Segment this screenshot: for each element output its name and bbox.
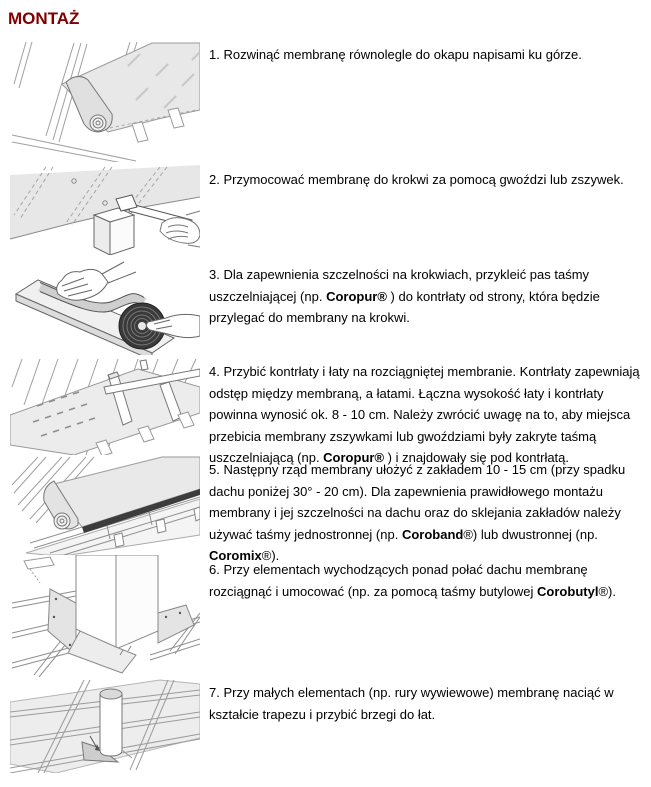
- vent-pipe-illustration-icon: [10, 678, 200, 773]
- step-7-text: 7. Przy małych elementach (np. rury wywiewowe) membranę naciąć w kształcie trapezu i przybić brzegi do łat.: [209, 685, 614, 722]
- step-2: [0, 163, 651, 258]
- step-4-illustration: [0, 355, 201, 455]
- step-6-text: 6. Przy elementach wychodzących ponad połać dachu membranę rozciągnąć i umocować (np. za pomocą taśmy butylowej Corobutyl®).: [209, 562, 616, 599]
- counter-battens-illustration-icon: [10, 357, 200, 455]
- step-3: [0, 258, 651, 355]
- hammer-nailing-illustration-icon: [10, 165, 200, 255]
- step-1: [0, 38, 651, 163]
- membrane-overlap-illustration-icon: [10, 455, 200, 555]
- step-6-illustration: [0, 553, 201, 677]
- step-4-text: 4. Przybić kontrłaty i łaty na rozciągniętej membranie. Kontrłaty zapewniają odstęp między membraną, a łatami. Łączna wysokość łaty i kontrłaty powinna wynosić ok. 8 - 10 cm. Należy zwrócić uwagę na to, aby miejsca przebicia membrany zszywkami lub gwoździami były zakryte taśmą uszczelniającą (np. Coropur® ) i znajdowały się pod kontrłatą.: [209, 364, 640, 465]
- step-2-text: 2. Przymocować membranę do krokwi za pomocą gwoździ lub zszywek.: [209, 172, 624, 187]
- step-1-illustration: [0, 38, 201, 162]
- sealing-tape-illustration-icon: [10, 260, 200, 355]
- page-title: MONTAŻ: [8, 9, 80, 28]
- step-6: [0, 553, 651, 676]
- step-1-text: 1. Rozwinąć membranę równolegle do okapu napisami ku górze.: [209, 47, 582, 62]
- step-4: [0, 355, 651, 465]
- step-5: [0, 453, 651, 563]
- step-7: [0, 676, 651, 785]
- membrane-roll-illustration-icon: [10, 40, 200, 162]
- step-3-illustration: [0, 258, 201, 355]
- step-3-text: 3. Dla zapewnienia szczelności na krokwiach, przykleić pas taśmy uszczelniającej (np. Coropur® ) do kontrłaty od strony, która będzie przylegać do membrany na krokwi.: [209, 267, 600, 325]
- step-5-text: 5. Następny rząd membrany ułożyć z zakładem 10 - 15 cm (przy spadku dachu poniżej 30° - 20 cm). Dla zapewnienia prawidłowego montażu membrany i jej szczelności na dachu oraz do sklejania zakładów należy używać taśmy jednostronnej (np. Coroband®) lub dwustronnej (np. Coromix®).: [209, 462, 626, 563]
- step-5-illustration: [0, 453, 201, 555]
- step-7-illustration: [0, 676, 201, 773]
- step-2-illustration: [0, 163, 201, 255]
- chimney-membrane-illustration-icon: [10, 555, 200, 677]
